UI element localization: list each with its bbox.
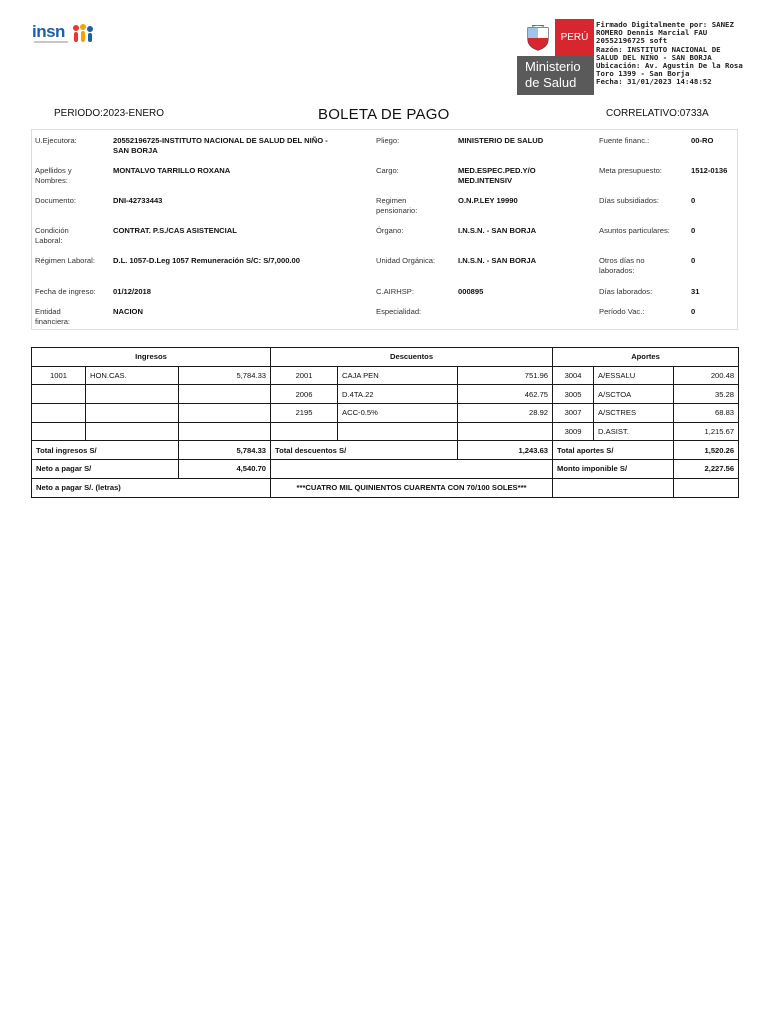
aporte-code: 3007 xyxy=(553,404,594,423)
aporte-name: A/SCTRES xyxy=(594,404,674,423)
signature-line: Toro 1399 - San Borja xyxy=(596,69,690,79)
total-aportes-value: 1,520.26 xyxy=(674,441,739,460)
asuntos-label: Asuntos particulares: xyxy=(599,226,670,235)
signature-line: SALUD DEL NIÑO - SAN BORJA xyxy=(596,52,712,62)
descuento-name xyxy=(338,422,458,441)
asuntos-value: 0 xyxy=(691,226,696,235)
aporte-amount: 68.83 xyxy=(674,404,739,423)
signature-line: Ubicación: Av. Agustin De la Rosa xyxy=(596,61,743,71)
aporte-name: A/SCTOA xyxy=(594,385,674,404)
ingreso-name: HON.CAS. xyxy=(86,366,179,385)
organo-value: I.N.S.N. - SAN BORJA xyxy=(458,226,537,235)
pay-table xyxy=(31,347,739,498)
meta-value: 1512-0136 xyxy=(691,166,728,175)
ministerio-line2: de Salud xyxy=(525,75,577,90)
total-ingresos-label: Total ingresos S/ xyxy=(32,441,179,460)
page-title: BOLETA DE PAGO xyxy=(318,106,450,123)
table-row xyxy=(32,385,739,404)
aporte-amount: 35.28 xyxy=(674,385,739,404)
employee-info-box xyxy=(31,129,738,330)
otros-dias-value: 0 xyxy=(691,256,696,265)
descuento-name: CAJA PEN xyxy=(338,366,458,385)
total-ingresos-value: 5,784.33 xyxy=(179,441,271,460)
condicion-label-l2: Laboral: xyxy=(35,236,63,245)
pliego-label: Pliego: xyxy=(376,136,400,145)
dias-subsidiados-value: 0 xyxy=(691,196,696,205)
totals-row xyxy=(32,441,739,460)
entidad-label-l2: financiera: xyxy=(35,317,71,326)
neto-letras-label: Neto a pagar S/. (letras) xyxy=(32,478,271,497)
neto-label: Neto a pagar S/ xyxy=(32,460,179,479)
signature-line: 20552196725 soft xyxy=(596,36,668,46)
ingreso-code xyxy=(32,422,86,441)
periodo-vac-value: 0 xyxy=(691,307,696,316)
descuento-amount xyxy=(458,422,553,441)
cargo-value-l2: MED.INTENSIV xyxy=(458,176,513,185)
neto-letras-row xyxy=(32,478,739,497)
neto-letras-value: ***CUATRO MIL QUINIENTOS CUARENTA CON 70/100 SOLES*** xyxy=(271,478,553,497)
aporte-amount: 200.48 xyxy=(674,366,739,385)
signature-line: ROMERO Dennis Marcial FAU xyxy=(596,28,708,38)
cargo-label: Cargo: xyxy=(376,166,399,175)
ingreso-code xyxy=(32,404,86,423)
regimen-laboral-label: Régimen Laboral: xyxy=(35,256,95,265)
table-row xyxy=(32,366,739,385)
ingresos-header: Ingresos xyxy=(32,348,271,367)
monto-imponible-value: 2,227.56 xyxy=(674,460,739,479)
table-row xyxy=(32,404,739,423)
table-header-row xyxy=(32,348,739,367)
cargo-value-l1: MED.ESPEC.PED.Y/O xyxy=(458,166,536,175)
fecha-ingreso-value: 01/12/2018 xyxy=(113,287,152,296)
airhsp-label: C.AIRHSP: xyxy=(376,287,414,296)
ingreso-amount xyxy=(179,404,271,423)
otros-dias-label-l1: Otros días no xyxy=(599,256,645,265)
regimen-pensionario-value: O.N.P.LEY 19990 xyxy=(458,196,518,205)
insn-logo-figures-icon xyxy=(72,24,94,44)
monto-imponible-label: Monto imponible S/ xyxy=(553,460,674,479)
aporte-name: D.ASIST. xyxy=(594,422,674,441)
apellidos-label-l1: Apellidos y xyxy=(35,166,72,175)
apellidos-label-l2: Nombres: xyxy=(35,176,68,185)
ingreso-name xyxy=(86,404,179,423)
regimen-pensionario-label-l2: pensionario: xyxy=(376,206,418,215)
u-ejecutora-value-l1: 20552196725-INSTITUTO NACIONAL DE SALUD DEL NIÑO - xyxy=(113,136,328,145)
entidad-value: NACION xyxy=(113,307,143,316)
neto-letras-empty-cell xyxy=(553,478,674,497)
entidad-label-l1: Entidad xyxy=(35,307,61,316)
ingreso-amount xyxy=(179,422,271,441)
ingreso-name xyxy=(86,422,179,441)
fuente-value: 00-RO xyxy=(691,136,714,145)
regimen-pensionario-label-l1: Regimen xyxy=(376,196,407,205)
condicion-value: CONTRAT. P.S./CAS ASISTENCIAL xyxy=(113,226,237,235)
correlativo: CORRELATIVO:0733A xyxy=(606,108,709,119)
total-descuentos-value: 1,243.63 xyxy=(458,441,553,460)
ministerio-logo xyxy=(517,19,594,95)
ingreso-amount: 5,784.33 xyxy=(179,366,271,385)
descuento-code: 2195 xyxy=(271,404,338,423)
aporte-name: A/ESSALU xyxy=(594,366,674,385)
descuento-amount: 462.75 xyxy=(458,385,553,404)
ministerio-line1: Ministerio xyxy=(525,59,581,74)
peru-shield-icon xyxy=(526,25,550,51)
periodo-vac-label: Período Vac.: xyxy=(599,307,645,316)
descuento-code: 2006 xyxy=(271,385,338,404)
meta-label: Meta presupuesto: xyxy=(599,166,662,175)
descuento-amount: 751.96 xyxy=(458,366,553,385)
descuentos-header: Descuentos xyxy=(271,348,553,367)
aportes-header: Aportes xyxy=(553,348,739,367)
aporte-code: 3005 xyxy=(553,385,594,404)
u-ejecutora-value-l2: SAN BORJA xyxy=(113,146,158,155)
pliego-value: MINISTERIO DE SALUD xyxy=(458,136,544,145)
total-aportes-label: Total aportes S/ xyxy=(553,441,674,460)
aporte-amount: 1,215.67 xyxy=(674,422,739,441)
signature-line: Firmado Digitalmente por: SANEZ xyxy=(596,20,734,29)
table-row xyxy=(32,422,739,441)
ingreso-code: 1001 xyxy=(32,366,86,385)
descuento-name: D.4TA.22 xyxy=(338,385,458,404)
dias-laborados-value: 31 xyxy=(691,287,700,296)
dias-laborados-label: Días laborados: xyxy=(599,287,653,296)
fuente-label: Fuente financ.: xyxy=(599,136,650,145)
digital-signature xyxy=(596,20,743,87)
aporte-code: 3004 xyxy=(553,366,594,385)
condicion-label-l1: Condición xyxy=(35,226,69,235)
documento-value: DNI-42733443 xyxy=(113,196,163,205)
dias-subsidiados-label: Días subsidiados: xyxy=(599,196,659,205)
total-descuentos-label: Total descuentos S/ xyxy=(271,441,458,460)
descuento-code xyxy=(271,422,338,441)
regimen-laboral-value: D.L. 1057-D.Leg 1057 Remuneración S/C: S/7,000.00 xyxy=(113,256,300,265)
u-ejecutora-label: U.Ejecutora: xyxy=(35,136,77,145)
unidad-organica-label: Unidad Orgánica: xyxy=(376,256,436,265)
signature-line: Razón: INSTITUTO NACIONAL DE xyxy=(596,44,721,54)
neto-empty-cell xyxy=(271,460,553,479)
especialidad-label: Especialidad: xyxy=(376,307,422,316)
organo-label: Órgano: xyxy=(376,226,404,235)
unidad-organica-value: I.N.S.N. - SAN BORJA xyxy=(458,256,537,265)
descuento-code: 2001 xyxy=(271,366,338,385)
neto-row xyxy=(32,460,739,479)
periodo: PERIODO:2023-ENERO xyxy=(54,108,165,119)
ingreso-name xyxy=(86,385,179,404)
ingreso-code xyxy=(32,385,86,404)
neto-letras-empty-cell-2 xyxy=(674,478,739,497)
apellidos-value: MONTALVO TARRILLO ROXANA xyxy=(113,166,231,175)
ingreso-amount xyxy=(179,385,271,404)
insn-logo-text: insn xyxy=(32,22,65,41)
airhsp-value: 000895 xyxy=(458,287,484,296)
signature-line: Fecha: 31/01/2023 14:48:52 xyxy=(596,77,712,87)
descuento-amount: 28.92 xyxy=(458,404,553,423)
neto-value: 4,540.70 xyxy=(179,460,271,479)
aporte-code: 3009 xyxy=(553,422,594,441)
fecha-ingreso-label: Fecha de ingreso: xyxy=(35,287,96,296)
insn-logo-underline xyxy=(34,41,68,43)
insn-logo xyxy=(32,22,94,48)
documento-label: Documento: xyxy=(35,196,76,205)
descuento-name: ACC-0.5% xyxy=(338,404,458,423)
otros-dias-label-l2: laborados: xyxy=(599,266,635,275)
peru-label: PERÚ xyxy=(555,19,594,56)
